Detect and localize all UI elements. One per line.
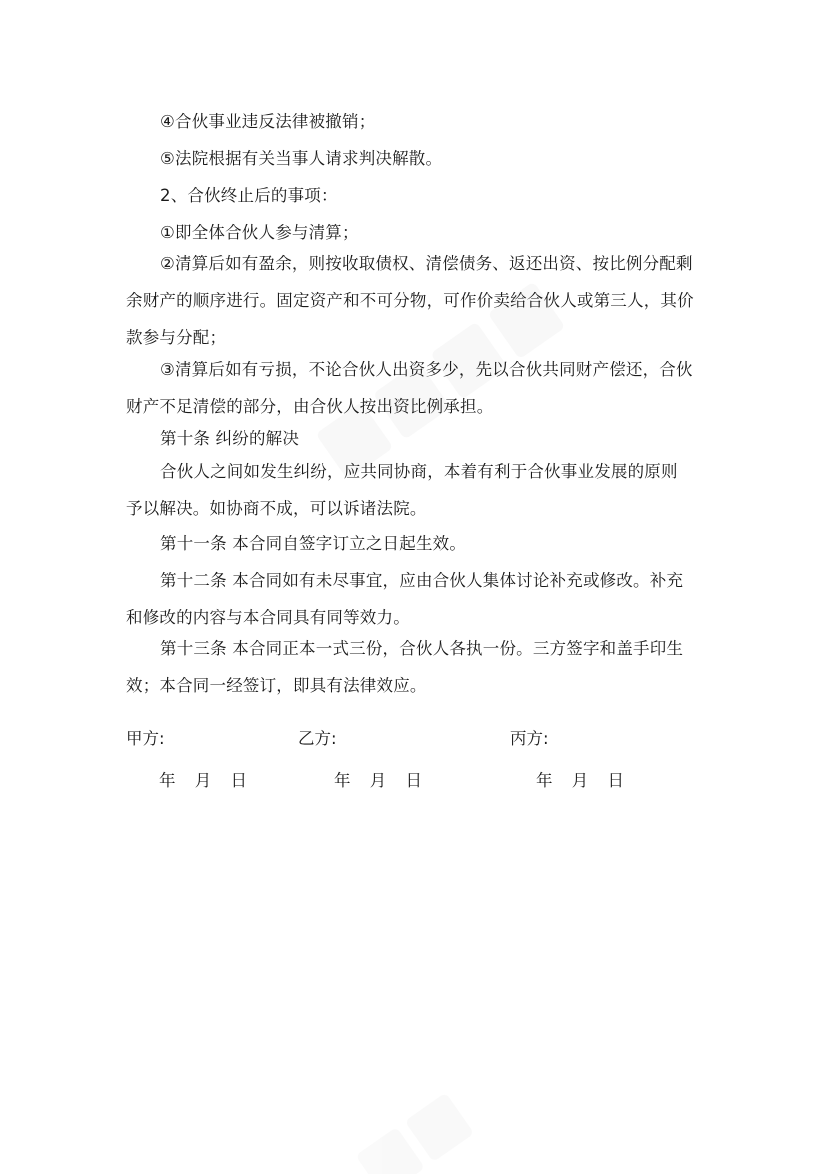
signature-party-b-date: 年 月 日 — [334, 771, 424, 790]
signature-party-c-label: 丙方: — [510, 729, 549, 748]
signature-party-c-date: 年 月 日 — [536, 771, 626, 790]
termination-item-3: ③清算后如有亏损，不论合伙人出资多少，先以合伙共同财产偿还，合伙财产不足清偿的部分，由合伙人按出资比例承担。 — [126, 360, 693, 416]
signature-party-a-label: 甲方: — [126, 729, 165, 748]
article-10-body: 合伙人之间如发生纠纷，应共同协商，本着有利于合伙事业发展的原则予以解决。如协商不成，可以诉诸法院。 — [126, 462, 678, 518]
article-13: 第十三条 本合同正本一式三份，合伙人各执一份。三方签字和盖手印生效；本合同一经签订，即具有法律效应。 — [126, 639, 684, 695]
termination-item-1: ①即全体合伙人参与清算； — [160, 223, 359, 242]
article-10-heading: 第十条 纠纷的解决 — [160, 429, 300, 448]
article-12: 第十二条 本合同如有未尽事宜，应由合伙人集体讨论补充或修改。补充和修改的内容与本合同具有同等效力。 — [126, 571, 684, 627]
article-11: 第十一条 本合同自签字订立之日起生效。 — [160, 534, 467, 553]
clause-item-5: ⑤法院根据有关当事人请求判决解散。 — [160, 149, 443, 168]
clause-item-4: ④合伙事业违反法律被撤销； — [160, 112, 376, 131]
signature-party-a-date: 年 月 日 — [159, 771, 249, 790]
termination-item-2: ②清算后如有盈余，则按收取债权、清偿债务、返还出资、按比例分配剩余财产的顺序进行。固定资产和不可分物，可作价卖给合伙人或第三人，其价款参与分配； — [126, 254, 694, 347]
section-heading-termination-matters: 2、合伙终止后的事项： — [160, 186, 338, 205]
signature-party-b-label: 乙方: — [298, 729, 337, 748]
